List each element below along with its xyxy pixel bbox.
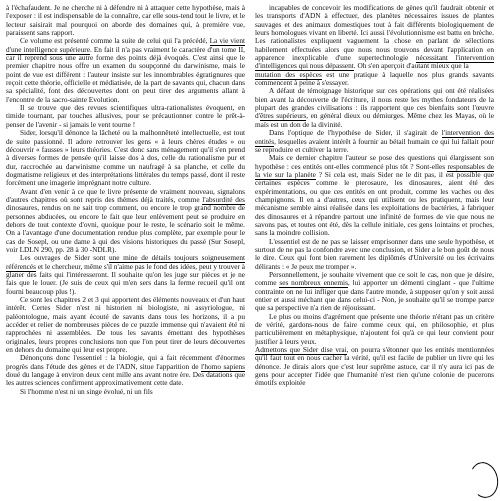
paragraph-text: Dénonçons donc l'essentiel : la biologie, qui a fait récemment d'énormes progrès dans l'étude des gènes et de l'ADN, situe l'apparition de	[6, 353, 245, 371]
paragraph	[6, 388, 245, 396]
paragraph-text: doué du langage à environ deux cent mille ans avant notre ère. Des datations que les autres sciences confirment approximativement cette date.	[6, 370, 245, 388]
paragraph-text: Si l'homme n'est ni un singe évolué, ni un fils	[20, 386, 153, 396]
paragraph-text: incapables de concevoir les modifications de gènes qu'il faudrait obtenir et les transports d'ADN à effectuer, des planètes nécessaires issues de plantes sauvages et des animaux domestiques tout à fait différents biologiquement de leurs homologues vivant en liberté. Ici aussi l'évolutionnisme est battu en brèche. Les rationalistes expliquent vaguement la chose en parlant de sélections habilement effectuées alors que nous nous trouvons devant l'application en apparence inexplicable d'une supertechnologie	[255, 4, 494, 63]
paragraph-text: , lesquelles avaient intérêt à fournir au bétail humain ce qui lui fallait pour se reproduire et cultiver la terre.	[255, 136, 494, 154]
paragraph-text: L'essentiel est de ne pas se laisser emprisonner dans une seule hypothèse, et surtout de ne pas la confondre avec une conclusion, et Sider a le bon goût de nous le dire. Ceux qui font bien rarement les diplômés d'Université ou les écrivains délirants : « Je peux me tromper ».	[255, 236, 494, 271]
paragraph-text: , on pourra s'étonner que les entités mentionnées qu'il faut tout en nous cacher la vérité, qu'il est facile de publier un livre qui les dénonce. Je dirais alors que c'est leur suprême astuce, car il n'y aura ici pas de gens pour accepter l'idée que l'humanité n'est rien qu'une colonie de pucerons émotifs exploitée	[255, 345, 494, 388]
paragraph-text: à l'échafaudent. Je ne cherche ni à défendre ni à attaquer cette hypothèse, mais à l'exposer : il est indispensable de la connaître, car elle sous-tend tout le livre, et le lecteur saisirait mal pourquoi on aborde des domaines qui, à première vue, paraissent sans rapport.	[6, 4, 245, 38]
paragraph	[255, 346, 494, 388]
paragraph-text: Ce volume est présenté comme la suite de celui qui l'a précédé,	[20, 36, 210, 46]
paragraph	[255, 271, 494, 313]
paragraph	[6, 354, 245, 387]
paragraph-text: Il se trouve que des revues scientifiques ultra-rationalistes évoquent, en timide tournant, par touches allusives, pour se précautionner contre le prêt-à-penser de l'avenir - si jamais le vent tourne !	[6, 103, 245, 129]
paragraph	[255, 238, 494, 271]
paragraph-text: . Oh s'en aperçoit d'autant mieux que la	[353, 61, 469, 71]
paragraph-text: Ce sont les chapitres 2 et 3 qui apportent des éléments nouveaux et d'un haut intérêt. Certes Sider n'est ni historien ni biologiste, ni assyriologue, ni paléontologue, mais ayant écouté de savants dans tous les horizons, il a pu accéder et relier de nombreuses pièces de ce puzzle immense qui n'avaient été ni rapprochées ni assemblées. De tous les savants émettant des hypothèses originales, leurs propres conclusions non que l'on peut tirer de leurs découvertes en dehors du domaine qui leur est propre.	[6, 295, 245, 355]
paragraph	[6, 104, 245, 129]
paragraph-text: Sider, lorsqu'il dénonce la lâcheté ou la malhonnêteté intellectuelle, est tout de suite passionné. Il adore retrouver les gens « à leurs chères études » ou découvrir « fausses » leurs théories. C'est donc sans ménagement qu'il s'en prend à diverses formes de pensée qu'il laisse dos à dos, celle du rationalisme pur et dur, raccrochée au darwinisme comme un naufragé à sa planche, et celle du dogmatisme religieux et des interprétations littérales du temps passé, dont il reste forcément une imagerie imprégnant notre culture.	[6, 128, 245, 188]
paragraph-text: est une pratique à laquelle nos plus grands savants commencent à peine à s'essayer.	[255, 69, 494, 88]
underlined-text: La vie vient d'une intelligence supérieure	[6, 36, 245, 54]
paragraph	[255, 313, 494, 346]
paragraph-text: A défaut de témoignage historique sur ces opérations qui ont été réalisées bien avant la découverte de l'écriture, il nous reste les mythes fondateurs de la plupart des grandes civilisations : ils rapportent que ces bienfaits sont l'œuvre d'	[255, 86, 494, 121]
paragraph	[6, 129, 245, 187]
paragraph-text: dinosaures, rendus on ne sait trop comment, ou encore le trop grand nombre de personnes abducées, ou encore le fait que leur enlèvement peut se produire en dehors de tout contexte d'ovni, quoique pour le reste, le scénario soit le même. On a l'avantage d'une documentation rendue plus complète, par exemple pour le cas de Sosepl, ou une dame à qui des visions historiques du passé (Sur Sosepl, voir LDLN 290, pp. 28 à 30 -NDLR).	[6, 203, 245, 254]
left-column	[6, 4, 245, 500]
underlined-text: ses nombreux ennemis	[279, 278, 348, 288]
paragraph-text: Personnellement, je souhaite vivement que ce soit le cas, non que je désire, comme	[255, 270, 494, 288]
paragraph	[255, 154, 494, 237]
right-column	[255, 4, 494, 500]
paragraph-text: Avant d'en venir à ce que le livre présente de vraiment nouveau, signalons d'autres chapitres où sont repris des thèmes déjà traités, comme	[6, 186, 245, 204]
paragraph	[255, 4, 494, 71]
underlined-text: responsables de la vie sur la planète	[255, 161, 494, 179]
paragraph-text: Les ouvrages de Sider sont	[20, 253, 109, 263]
underlined-text: l'absurdité des	[202, 194, 245, 204]
paragraph-text: . En fait il n'a pas vraiment le caractère d'un tome II, car il reprend sous une autre forme des points déjà évoqués. C'est ainsi que le premier chapitre nous offre un examen du soupçonné du darwinisme, mais le point de vue est différent : l'auteur insiste sur les innombrables égratignures que reçoit cette théorie, officielle et médiatisée, de la part de savants qui, chacun dans sa spécialité, font des découvertes dont on peut tirer des arguments allant à l'encontre de la sacro-sainte Evolution.	[6, 44, 245, 104]
underlined-text: Admettons que Sider dise vrai	[255, 345, 347, 355]
paragraph	[6, 296, 245, 354]
paragraph-text: Le plus ou moins d'agrément que présente une théorie n'étant pas un critère de vérité, gardons-nous de faire comme ceux qui, en philosophie, et plus particulièrement en métaphysique, n'ajoutent foi qu'à ce qui leur convient pour justifier à leurs yeux.	[255, 311, 494, 346]
paragraph	[255, 71, 494, 88]
underlined-text: nécessitant l'intervention d'intelligences qui nous dépassent	[255, 53, 494, 71]
paragraph	[6, 4, 245, 37]
paragraph	[6, 254, 245, 296]
paragraph-text: Dans l'optique de l'hypothèse de Sider, il s'agirait de	[269, 128, 442, 138]
paragraph-text: et le chercheur, même s'il n'aime pas le fond des idées, peut y trouver à glaner des faits qui l'intéresseront. Il souhaite qu'on les juge sur pièces et je ne fais que le louer. (Je suis de ceux qui m'en sers dans la ferme recueil qu'il ont fourni beaucoup plus !).	[6, 261, 245, 296]
underlined-text: êtres supérieurs	[259, 111, 307, 121]
paragraph-text: , lui apporter un démenti cinglant - que l'ultime contrainte on ne lui infliger que dans l'autre monde, à supposer qu'on y soit aussi entier et aussi méchant que dans celui-ci - Non, je souhaite qu'il se trompe parce que sa perspective n'a rien de réjouissant.	[255, 278, 494, 313]
underlined-text: l'intervention des entités	[255, 128, 494, 146]
paragraph	[6, 37, 245, 104]
paragraph-text: ? Si cela est, mais Sider ne le dit pas, il est possible que certaines espèces comme le pterosaure, les dinosaures, aient été des expérimentations, ou que ces entités en ont produit, comme les vaches ou des champignons. Il en a d'autres, ceux qui utilisent ou les pratiquent, mais leur mécanisme semble ainsi réalisée dans les exploitations de bactéries, à fabriquer des dinosaures et à répandre partout une infinité de formes de vie que nous ne savons pas, et toutes ont été, dès la cellule initiale, ces gens lointains et proches, sans la moindre collision.	[255, 169, 494, 238]
underlined-text: mutation des espèces	[255, 69, 322, 79]
paragraph	[255, 129, 494, 154]
paragraph	[6, 188, 245, 255]
paragraph-text: , en général dieux ou démiurges. Même chez les Mayas, où le maïs est un don de la divinité.	[255, 111, 494, 129]
underlined-text: une mine de détails toujours soigneusement référencés	[6, 253, 245, 271]
underlined-text: l'homo sapiens	[201, 361, 245, 371]
paragraph	[255, 87, 494, 129]
paragraph-text: Mais ce dernier chapitre l'auteur se pose des questions qui élargissent son hypothèse : ces entités ont-elles commencé plus tôt ? Sont-elles	[255, 153, 494, 171]
